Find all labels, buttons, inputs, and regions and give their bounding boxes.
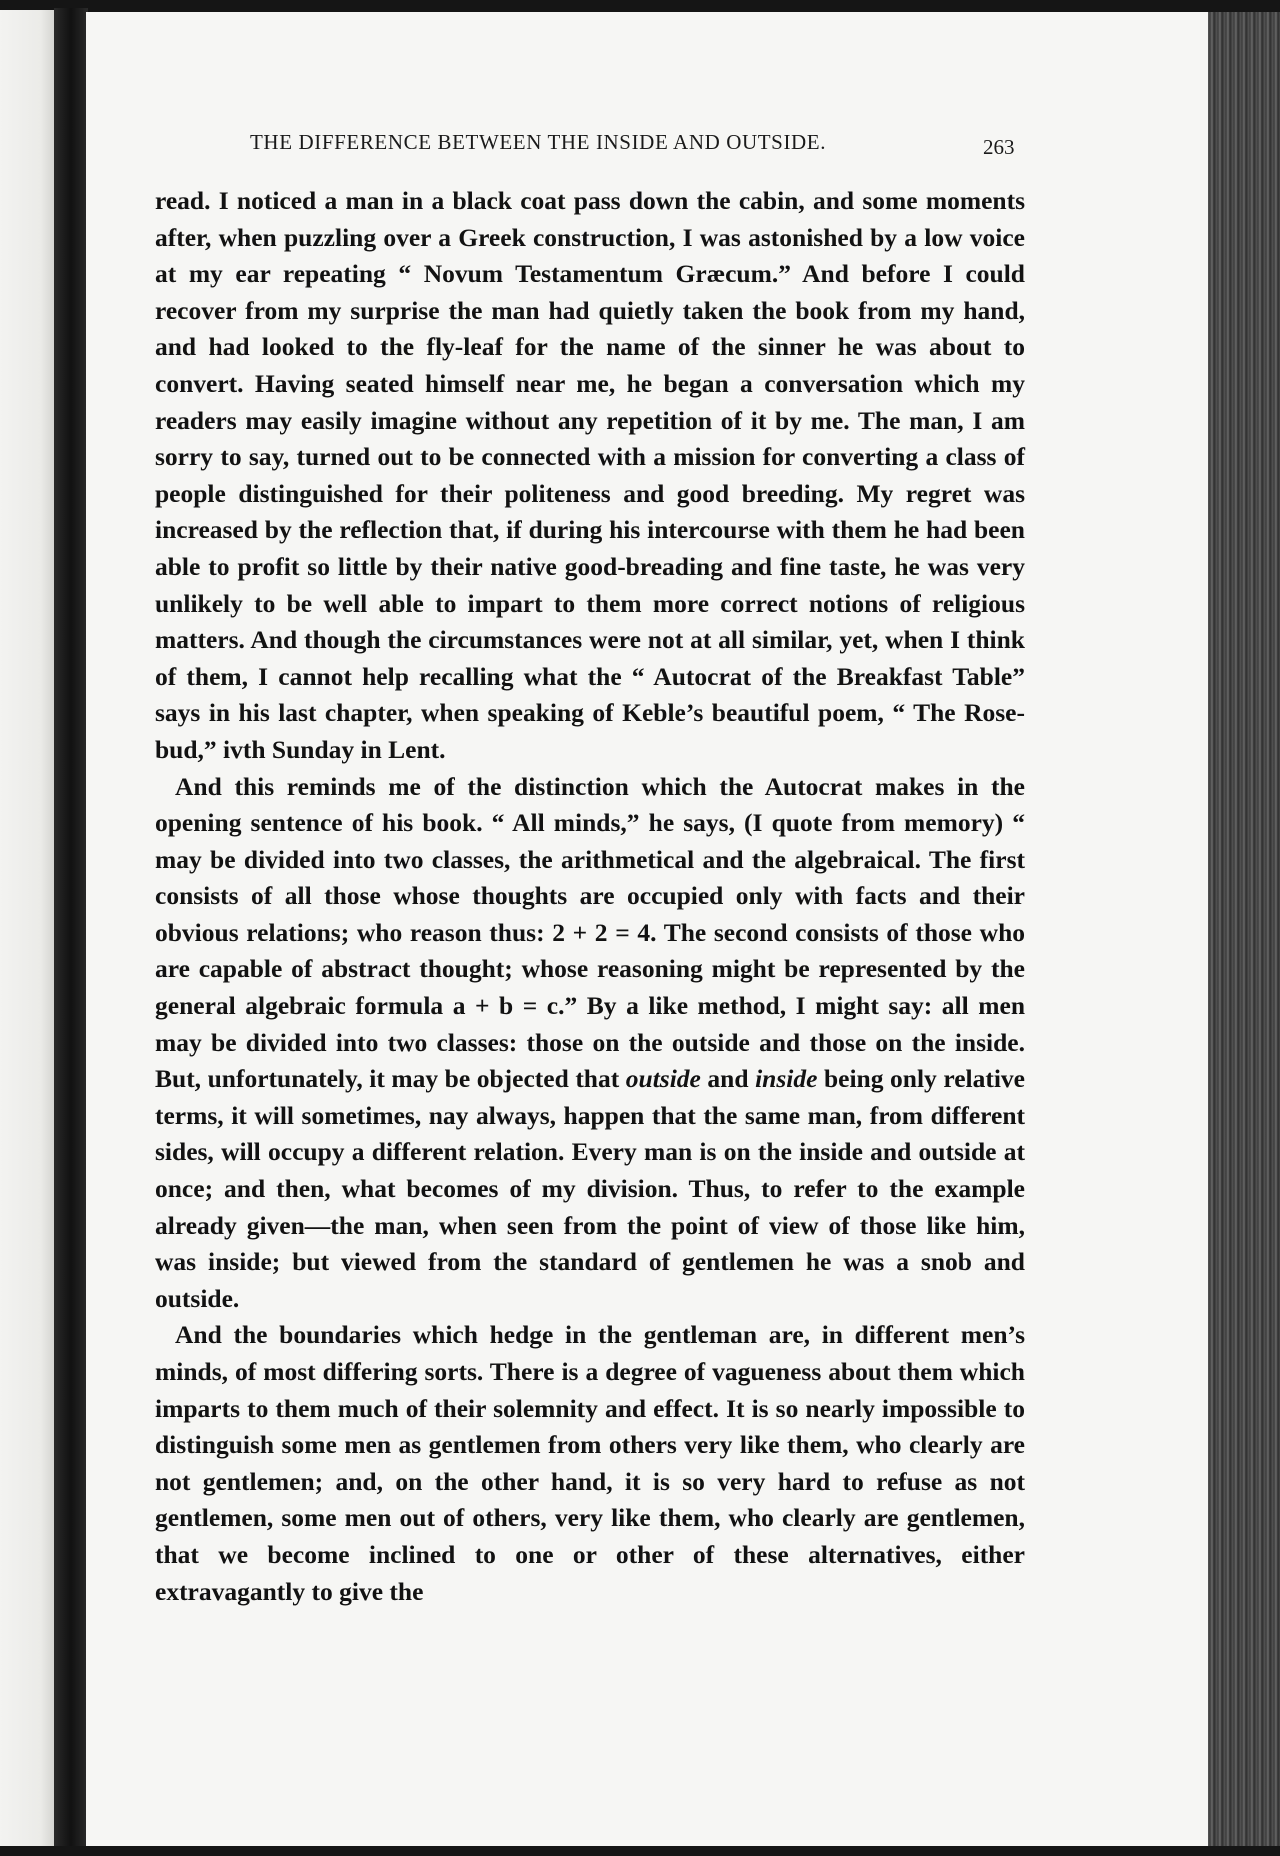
text-run: And this reminds me of the distinction which the Autocrat makes in the opening sentence of his book. “ All minds,” he says, (I quote from memory) “ may be divided into two classes, the arithmetical and the algebraical. The first consists of all those whose thoughts are occupied only with facts and their obvious relations; who reason thus: 2 + 2 = 4. The second consists of those who are capable of abstract thought; whose reasoning might be represented by the general algebraic formula a + b = c.” By a like method, I might say: all men may be divided into two classes: those on the outside and those on the inside. But, unfortunately, it may be objected that [155,771,1025,1094]
italic-term: outside [625,1064,701,1094]
page-number: 263 [983,135,1015,159]
paragraph [155,769,1025,1318]
page-stack-edge [1208,12,1280,1848]
paragraph [155,183,1025,769]
scan-bottom-border [0,1846,1280,1856]
text-run: being only relative terms, it will sometimes, nay always, happen that the same man, from different sides, will occupy a different relation. Every man is on the inside and outside at once; and then, what becomes of my division. Thus, to refer to the example already given—the man, when seen from the point of view of those like him, was inside; but viewed from the standard of gentlemen he was a snob and outside. [155,1064,1025,1313]
body-text [155,183,1025,1610]
paragraph [155,1317,1025,1610]
scan-top-border [0,0,1280,12]
book-gutter [54,8,88,1848]
italic-term: inside [755,1064,818,1094]
text-run: read. I noticed a man in a black coat pass down the cabin, and some moments after, when puzzling over a Greek construction, I was astonished by a low voice at my ear repeating “ Novum Testamentum Græcum.” And before I could recover from my surprise the man had quietly taken the book from my hand, and had looked to the fly-leaf for the name of the sinner he was about to convert. Having seated himself near me, he began a conversation which my readers may easily imagine without any repetition of it by me. The man, I am sorry to say, turned out to be connected with a mission for converting a class of people distinguished for their politeness and good breeding. My regret was increased by the reflection that, if during his intercourse with them he had been able to profit so little by their native good-breading and fine taste, he was very unlikely to be well able to impart to them more correct notions of religious matters. And though the circumstances were not at all similar, yet, when I think of them, I cannot help recalling what the “ Autocrat of the Breakfast Table” says in his last chapter, when speaking of Keble’s beautiful poem, “ The Rose-bud,” ivth Sunday in Lent. [155,186,1025,764]
text-run: and [700,1064,756,1094]
facing-page-edge [0,10,58,1846]
text-run: And the boundaries which hedge in the gentleman are, in different men’s minds, of most differing sorts. There is a degree of vagueness about them which imparts to them much of their solemnity and effect. It is so nearly impossible to distinguish some men as gentlemen from others very like them, who clearly are not gentlemen; and, on the other hand, it is so very hard to refuse as not gentlemen, some men out of others, very like them, who clearly are gentlemen, that we become inclined to one or other of these alternatives, either extravagantly to give the [155,1320,1025,1606]
running-head: THE DIFFERENCE BETWEEN THE INSIDE AND OUTSIDE. [250,130,827,154]
